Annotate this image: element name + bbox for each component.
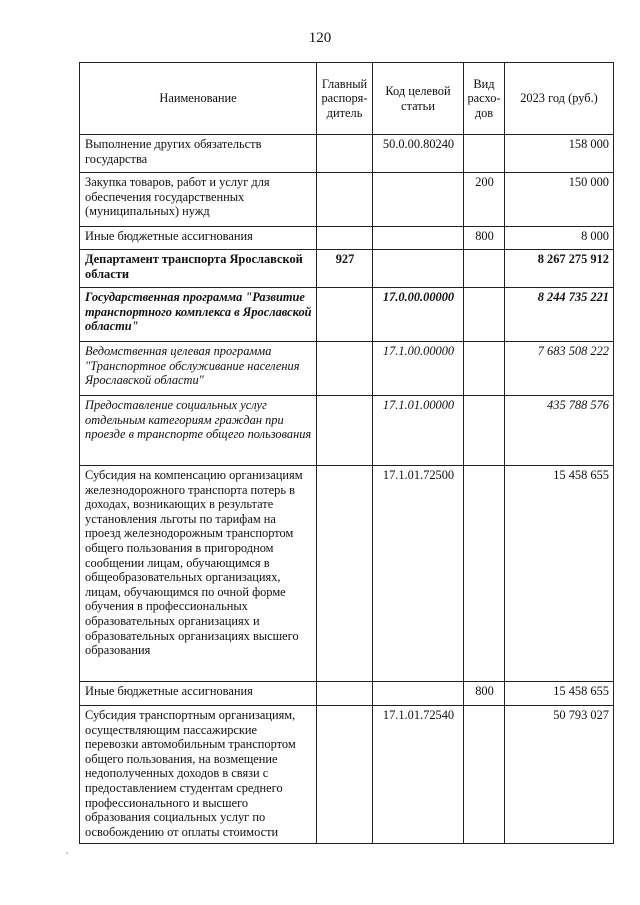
row-sum: 7 683 508 222	[505, 342, 614, 396]
row-sum: 8 267 275 912	[505, 250, 614, 288]
row-type	[464, 250, 505, 288]
row-name: Иные бюджетные ассигнования	[80, 227, 317, 250]
budget-table	[79, 62, 614, 844]
row-type	[464, 288, 505, 342]
row-type	[464, 135, 505, 173]
table-row	[80, 682, 614, 706]
row-code: 50.0.00.80240	[373, 135, 464, 173]
row-name: Иные бюджетные ассигнования	[80, 682, 317, 706]
row-type	[464, 396, 505, 466]
header-admin: Главный распоря-дитель	[317, 63, 373, 135]
row-sum: 150 000	[505, 173, 614, 227]
table-row	[80, 227, 614, 250]
row-admin	[317, 227, 373, 250]
page-number: 120	[308, 30, 332, 46]
row-name: Департамент транспорта Ярославской области	[80, 250, 317, 288]
row-type: 800	[464, 227, 505, 250]
table-header-row	[80, 63, 614, 135]
header-name: Наименование	[80, 63, 317, 135]
row-sum: 8 244 735 221	[505, 288, 614, 342]
row-admin	[317, 706, 373, 844]
header-code: Код целевой статьи	[373, 63, 464, 135]
row-code	[373, 173, 464, 227]
row-code	[373, 250, 464, 288]
row-code: 17.1.00.00000	[373, 342, 464, 396]
row-code	[373, 682, 464, 706]
row-name: Закупка товаров, работ и услуг для обеспечения государственных (муниципальных) нужд	[80, 173, 317, 227]
row-name: Субсидия на компенсацию организациям железнодорожного транспорта потерь в доходах, возникающих в результате установления льготы по тарифам на проезд железнодорожным транспортом общего пользования в пригородном сообщении лицам, обучающимся в общеобразовательных организациях, лицам, обучающимся по очной форме обучения в профессиональных образовательных организациях и образовательных организациях высшего образования	[80, 466, 317, 682]
row-sum: 15 458 655	[505, 682, 614, 706]
row-admin	[317, 173, 373, 227]
row-sum: 435 788 576	[505, 396, 614, 466]
row-sum: 15 458 655	[505, 466, 614, 682]
header-type: Вид расхо-дов	[464, 63, 505, 135]
row-name: Выполнение других обязательств государства	[80, 135, 317, 173]
table-row	[80, 466, 614, 682]
row-code	[373, 227, 464, 250]
table-row	[80, 173, 614, 227]
row-code: 17.1.01.72540	[373, 706, 464, 844]
row-admin	[317, 288, 373, 342]
row-type: 200	[464, 173, 505, 227]
row-name: Ведомственная целевая программа "Транспортное обслуживание населения Ярославской области"	[80, 342, 317, 396]
row-name: Предоставление социальных услуг отдельным категориям граждан при проезде в транспорте общего пользования	[80, 396, 317, 466]
row-name: Субсидия транспортным организациям, осуществляющим пассажирские перевозки автомобильным транспортом общего пользования, на возмещение недополученных доходов в связи с предоставлением студентам среднего профессионального и высшего образования социальных услуг по освобождению от оплаты стоимости	[80, 706, 317, 844]
row-sum: 158 000	[505, 135, 614, 173]
table-row	[80, 342, 614, 396]
table-row	[80, 135, 614, 173]
table-row	[80, 396, 614, 466]
table-row	[80, 250, 614, 288]
row-sum: 8 000	[505, 227, 614, 250]
row-type	[464, 466, 505, 682]
row-name: Государственная программа "Развитие транспортного комплекса в Ярославской области"	[80, 288, 317, 342]
row-type	[464, 706, 505, 844]
row-type: 800	[464, 682, 505, 706]
row-type	[464, 342, 505, 396]
row-admin	[317, 135, 373, 173]
row-sum: 50 793 027	[505, 706, 614, 844]
row-code: 17.1.01.72500	[373, 466, 464, 682]
row-code: 17.0.00.00000	[373, 288, 464, 342]
row-code: 17.1.01.00000	[373, 396, 464, 466]
header-sum: 2023 год (руб.)	[505, 63, 614, 135]
table-row	[80, 706, 614, 844]
row-admin	[317, 396, 373, 466]
row-admin	[317, 466, 373, 682]
table-row	[80, 288, 614, 342]
row-admin	[317, 342, 373, 396]
row-admin: 927	[317, 250, 373, 288]
row-admin	[317, 682, 373, 706]
scan-speck	[66, 852, 68, 854]
